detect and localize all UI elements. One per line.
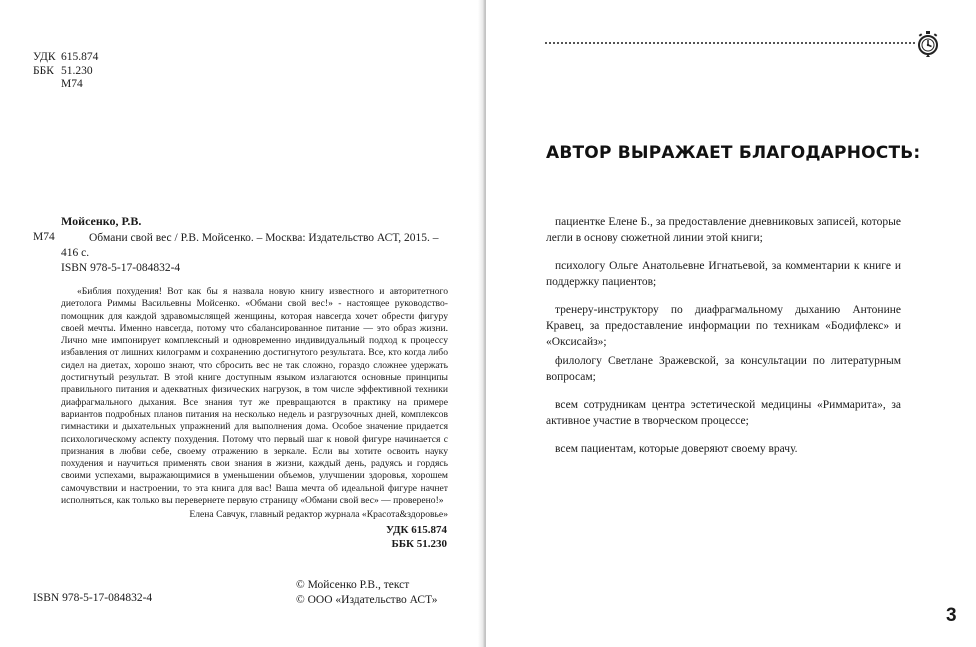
left-page bbox=[0, 0, 482, 647]
classification-block bbox=[33, 50, 98, 78]
author-heading: Мойсенко, Р.В. bbox=[61, 214, 142, 228]
acknowledgement-item: пациентке Елене Б., за предоставление дневниковых записей, которые легли в основу сюжетной линии этой книги; bbox=[546, 216, 901, 244]
acknowledgement-item: всем сотрудникам центра эстетической медицины «Риммарита», за активное участие в творческом процессе; bbox=[546, 399, 901, 427]
isbn-bottom: ISBN 978-5-17-084832-4 bbox=[33, 592, 153, 604]
classification-bottom bbox=[300, 523, 447, 551]
right-page bbox=[486, 0, 976, 647]
acknowledgement-item: филологу Светлане Зражевской, за консультации по литературным вопросам; bbox=[546, 355, 901, 383]
book-abstract: «Библия похудения! Вот как бы я назвала новую книгу известного и авторитетного диетолога Риммы Васильевны Мойсенко. «Обмани свой вес!» - настоящее руководство-помощник для каждой здравомыслящей женщины, которая навсегда хочет обрести фигуру своей мечты. Именно навсегда, потому что сбалансированное питание — это образ жизни. Лично мне импонирует комплексный и одновременно индивидуальный подход к процессу избавления от лишних килограмм и сохранению достигнутого результата. Все, кто когда либо сидел на диетах, хорошо знают, что сбросить вес не так сложно, гораздо сложнее удержать достигнутый результат. В этой книге доступным языком излагаются основные принципы правильного питания и адекватных физических нагрузок, в том числе эффективной техники диафрагмального дыхания. Все знания тут же превращаются в практику на примере вариантов подробных планов питания на несколько недель и разгрузочных дней, комплексов гимнастики и дыхательных упражнений для выполнения дома. Особое значение придается психологическому аспекту похудения. Потому что первый шаг к новой фигуре начинается с признания в любви себе, своему отражению в зеркале. Если вы хотите освоить науку похудения и научиться применять свои знания в жизни, каждый день, радуясь и гордясь своими успехами, выражающимися в уменьшении объемов, улучшении здоровья, хорошем самочувствии и настроении, то эта книга для вас! Ваша мечта об идеальной фигуре начнет исполняться, как только вы перевернете первую страницу «Обмани свой вес» — проверено!» bbox=[61, 286, 448, 507]
udk-value: 615.874 bbox=[61, 51, 99, 63]
udk-label: УДК bbox=[33, 51, 56, 63]
bibliographic-record: Обмани свой вес / Р.В. Мойсенко. – Москва: Издательство АСТ, 2015. – 416 с. bbox=[61, 232, 439, 259]
stopwatch-icon bbox=[916, 30, 940, 58]
bbk-bottom: ББК 51.230 bbox=[391, 538, 447, 550]
acknowledgement-item: психологу Ольге Анатольевне Игнатьевой, за комментарии к книге и поддержку пациентов; bbox=[546, 260, 901, 288]
acknowledgement-item: тренеру-инструктору по диафрагмальному дыханию Антонине Кравец, за предоставление информации по техникам «Бодифлекс» и «Оксисайз»; bbox=[546, 304, 901, 348]
copyright-block bbox=[296, 578, 438, 607]
acknowledgement-item: всем пациентам, которые доверяют своему врачу. bbox=[555, 443, 798, 455]
abstract-credit: Елена Савчук, главный редактор журнала «Красота&здоровье» bbox=[189, 509, 448, 520]
bbk-value: 51.230 bbox=[61, 65, 93, 77]
author-code-mark: М74 bbox=[33, 231, 55, 243]
bbk-label: ББК bbox=[33, 65, 54, 77]
author-code: М74 bbox=[61, 78, 83, 90]
copyright-publisher: © ООО «Издательство АСТ» bbox=[296, 593, 438, 606]
copyright-author: © Мойсенко Р.В., текст bbox=[296, 579, 410, 591]
udk-bottom: УДК 615.874 bbox=[385, 524, 447, 536]
page-number: 3 bbox=[946, 605, 957, 626]
dotted-rule bbox=[545, 42, 915, 44]
acknowledgements-heading: АВТОР ВЫРАЖАЕТ БЛАГОДАРНОСТЬ: bbox=[546, 143, 921, 163]
isbn: ISBN 978-5-17-084832-4 bbox=[61, 262, 181, 274]
